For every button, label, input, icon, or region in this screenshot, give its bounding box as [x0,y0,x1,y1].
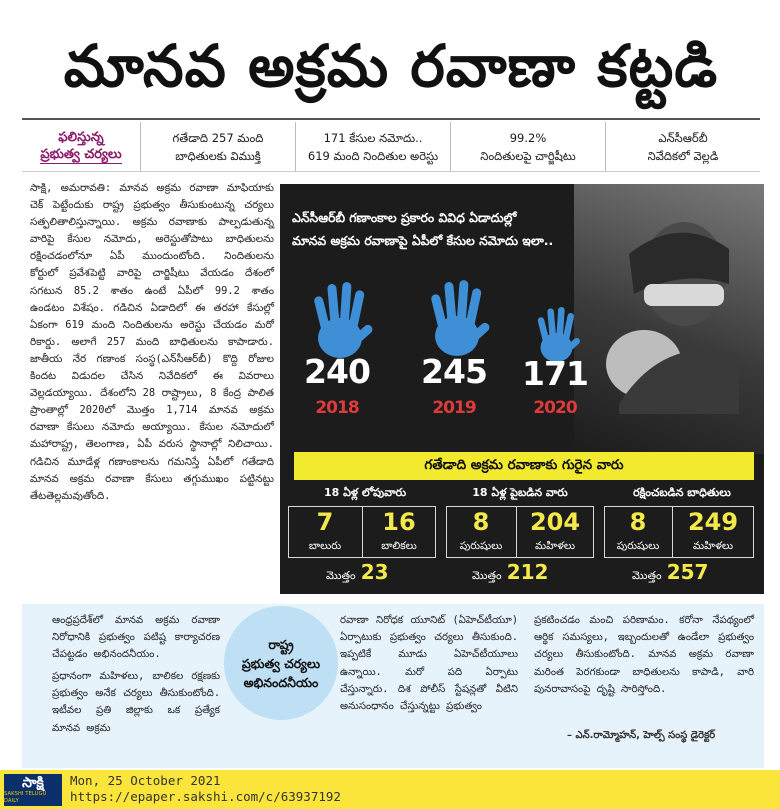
total-value: 212 [506,560,549,584]
rescued-women-value: 249 [687,508,739,536]
summary-cell-cases [295,122,450,171]
summary-label-line2: ప్రభుత్వ చర్యలు [40,147,122,162]
year-2020-label: 2020 [533,398,577,418]
summary-cell-report [605,122,760,171]
total-value: 257 [666,560,709,584]
editorial-circle-line2: ప్రభుత్వ చర్యలు [241,655,321,671]
headline: మానవ అక్రమ రవాణా కట్టడి [63,31,719,100]
editorial-col1-bottom: ప్రధానంగా మహిళలు, బాలికల రక్షణకు ప్రభుత్వం అనేక చర్యలు తీసుకుంటోంది. ఇటీవల ప్రతి జిల్లాకు ఒక ప్రత్యేక మానవ అక్రమ [52,671,220,734]
blue-hand-icon [415,274,495,358]
victims-title: గతేడాది అక్రమ రవాణాకు గురైన వారు [424,456,624,473]
women-value: 204 [529,508,581,536]
year-2019-value: 245 [421,352,487,391]
infographic-heading-line2: మానవ అక్రమ రవాణాపై ఏపీలో కేసుల నమోదు ఇలా.. [292,233,554,248]
summary-label-line1: ఫలిస్తున్న [58,130,104,145]
group-over18-total [472,560,548,585]
men-value: 8 [472,508,490,536]
group-over18-title: 18 ఏళ్ల పైబడిన వారు [472,486,568,499]
year-2020-value: 171 [522,354,588,393]
editorial-col3: ప్రకటించడం మంచి పరిణామం. కరోనా నేపథ్యంలో ఆర్థిక సమస్యలు, ఇబ్బందులతో ఉండేలా ప్రభుత్వం చర్యలు తీసుకుంటోంది. మానవ అక్రమ రవాణా మరింత పెరగకుండా బాధితులను కాపాడి, వారి పునరావాసంపై దృష్టి సారిస్తోంది. [534,615,754,695]
infographic [280,184,764,594]
summary-cell-line2: 619 మంది నిందితుల అరెస్టు [307,148,439,163]
editorial-col2: రవాణా నిరోధక యూనిట్ (ఏహెచ్‌టీయూ) ఏర్పాటుకు ప్రభుత్వం చర్యలు తీసుకుంది. ఇప్పటికే మూడు ఏహెచ్‌టీయూలు ఉన్నాయి. మరో పది ఏర్పాటు చేస్తున్నారు. దిశ పోలీస్ స్టేషన్లతో వీటిని అనుసంధానం చేస్తున్నట్టు ప్రభుత్వం [340,615,518,713]
group-rescued-total [632,560,708,585]
article-body [30,180,274,590]
logo-wordmark: సాక్షి [22,775,44,791]
editorial-byline: – ఎన్.రామ్మోహన్, హెల్ప్ సంస్థ డైరెక్టర్ [567,730,716,741]
editorial-circle-line3: అభినందనీయం [243,674,319,690]
logo-subtitle: SAKSHI TELUGU DAILY [4,791,47,804]
summary-cell-line2: బాధితులకు విముక్తి [175,148,261,163]
summary-cell-chargesheet [450,122,605,171]
summary-cell-line2: నివేదికలో వెల్లడి [647,148,719,163]
rescued-women-label: మహిళలు [693,540,733,552]
editorial-circle [224,606,338,720]
total-label: మొత్తం [326,569,356,582]
group-rescued-title: రక్షించబడిన బాధితులు [633,486,731,499]
sakshi-logo [4,774,62,806]
rescued-men-value: 8 [629,508,647,536]
article-text: సాక్షి, అమరావతి: మానవ అక్రమ రవాణా మాఫియాకు చెక్ పెట్టేందుకు రాష్ట్ర ప్రభుత్వం తీసుకుంటున్న చర్యలు సత్ఫలితాలిస్తున్నాయి. అక్రమ రవాణాకు పాల్పడుతున్న వారిపై కేసుల నమోదు, అరెస్టుతోపాటు బాధితులను రక్షించడంలోనూ ఏపీ ముందుంటోంది. నిందితులను కోర్టులో ప్రవేశపెట్టి వారిపై చార్జిషీటు వేయడం దేశంలో సగటున 85.2 శాతం ఉంటే ఏపీలో 99.2 శాతం ఉండటం విశేషం. గడిచిన ఏడాదిలో ఈ తరహా కేసుల్లో ఏకంగా 619 మంది నిందితులను అరెస్టు చేయడం మరో రికార్డు. అలాగే 257 మంది బాధితులను కాపాడారు. జాతీయ నేర గణాంక సంస్థ(ఎన్‌సీఆర్‌బీ) కొద్ది రోజుల కిందట విడుదల చేసిన నివేదికలో ఈ వివరాలు వెల్లడయ్యాయి. దేశంలోని 28 రాష్ట్రాలు, 8 కేంద్ర పాలిత ప్రాంతాల్లో 2020లో మొత్తం 1,714 మానవ అక్రమ రవాణా కేసులు నమోదు అయ్యాయి. కేసుల నమోదులో మహారాష్ట్ర, తెలంగాణ, ఏపీ వరుస స్థానాల్లో నిలిచాయి. గడిచిన మూడేళ్ల గణాంకాలను గమనిస్తే ఏపీలో గతేడాది మానవ అక్రమ రవాణా కేసులు తగ్గుముఖం పట్టినట్టు తేటతెల్లమవుతోంది. [30,182,274,502]
year-2019-label: 2019 [432,398,476,418]
boys-label: బాలురు [308,540,342,552]
women-label: మహిళలు [535,540,575,552]
editorial-col1-top: ఆంధ్రప్రదేశ్‌లో మానవ అక్రమ రవాణా నిరోధానికి ప్రభుత్వం పటిష్ట కార్యాచరణ చేపట్టడం అభినందనీయం. [52,615,220,661]
editorial-circle-line1: రాష్ట్ర [268,636,294,652]
total-value: 23 [360,560,389,584]
men-label: పురుషులు [459,540,503,552]
blue-hand-icon [298,276,378,360]
infographic-heading-line1: ఎన్‌సీఆర్‌బీ గణాంకాల ప్రకారం వివిధ ఏడాదుల్లో [292,210,517,225]
rescued-men-label: పురుషులు [616,540,660,552]
girls-value: 16 [382,508,416,536]
publication-date: Mon, 25 October 2021 [70,773,221,788]
summary-cell-line1: గతేడాది 257 మంది [172,130,264,145]
summary-cell-line1: 99.2% [509,130,547,145]
year-2018-label: 2018 [315,398,359,418]
group-under18-total [326,560,389,585]
total-label: మొత్తం [472,569,502,582]
summary-label [22,122,140,171]
girls-label: బాలికలు [381,540,417,552]
summary-strip [22,122,760,172]
summary-cell-line2: నిందితులపై చార్జిషీటు [480,148,576,163]
total-label: మొత్తం [632,569,662,582]
editorial-section [22,604,764,768]
summary-cell-line1: ఎన్‌సీఆర్‌బీ [658,130,708,145]
headline-box [22,28,760,120]
summary-cell-victims [140,122,295,171]
victims-band [294,452,754,480]
footer [0,770,780,809]
epaper-link[interactable]: https://epaper.sakshi.com/c/63937192 [70,789,341,804]
year-2018-value: 240 [304,352,370,391]
summary-cell-line1: 171 కేసుల నమోదు.. [323,130,423,145]
boys-value: 7 [316,508,334,536]
group-under18-title: 18 ఏళ్ల లోపువారు [323,486,407,499]
infographic-heading [292,206,622,252]
